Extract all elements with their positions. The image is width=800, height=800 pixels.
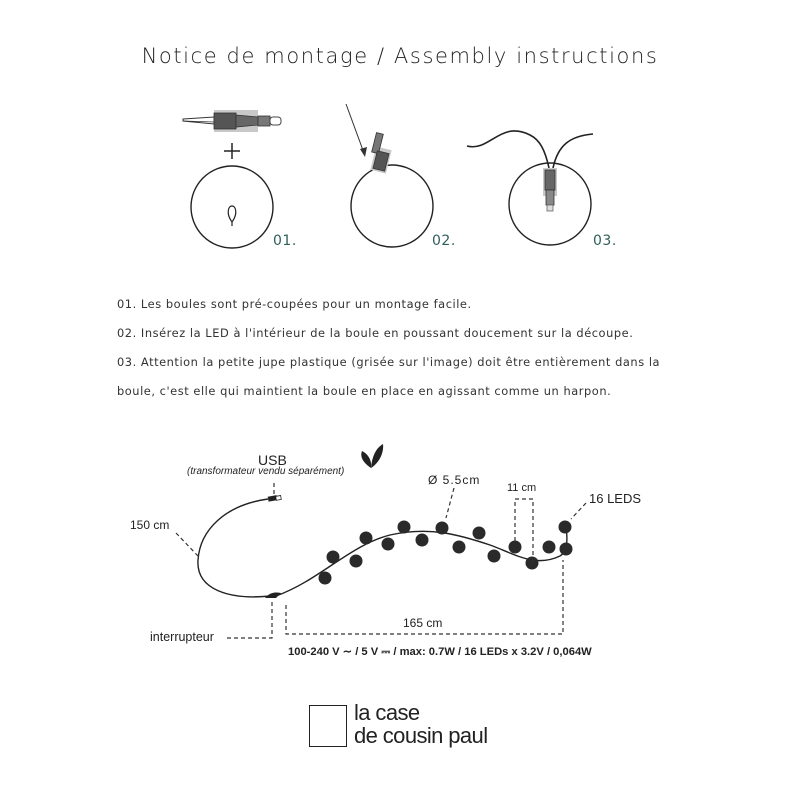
insert-led-icon [346, 104, 433, 247]
step-label-01: 01. [273, 233, 297, 249]
brand-line-2: de cousin paul [354, 723, 488, 748]
led-spacing-label: 11 cm [507, 482, 537, 494]
brand-name [354, 701, 487, 747]
usb-note: (transformateur vendu séparément) [187, 466, 345, 477]
ball-diameter-label: Ø 5.5cm [428, 473, 481, 487]
step-label-03: 03. [593, 233, 617, 249]
instruction-03-continued: boule, c'est elle qui maintient la boule en place en agissant comme un harpon. [117, 384, 612, 398]
usb-label: USB [258, 452, 287, 468]
instruction-01: 01. Les boules sont pré-coupées pour un montage facile. [117, 297, 472, 311]
usb-plug-icon [268, 495, 282, 501]
step-label-02: 02. [432, 233, 456, 249]
led-string-diagram [176, 483, 586, 638]
switch-label: interrupteur [150, 630, 214, 644]
string-length-label: 165 cm [403, 616, 443, 630]
plus-icon [224, 143, 240, 159]
led-count-label: 16 LEDS [589, 491, 642, 506]
led-inside-ball-icon [467, 131, 593, 245]
brand-logo [305, 700, 525, 755]
instruction-02: 02. Insérez la LED à l'intérieur de la boule en poussant doucement sur la découpe. [117, 326, 634, 340]
page-title: Notice de montage / Assembly instructions [141, 44, 659, 68]
instructions-list [117, 290, 697, 406]
brand-line-1: la case [354, 700, 420, 725]
led-plug-icon [183, 110, 281, 132]
leaf-icon [361, 444, 383, 468]
instruction-03: 03. Attention la petite jupe plastique (grisée sur l'image) doit être entièrement dans la [117, 355, 661, 369]
electrical-specs: 100-240 V ∼ / 5 V ⎓ / max: 0.7W / 16 LEDs x 3.2V / 0,064W [288, 646, 592, 658]
ball-with-precut-icon [191, 166, 273, 248]
cable-length-label: 150 cm [130, 518, 170, 532]
logo-box-icon [309, 705, 347, 747]
led-balls [319, 521, 573, 585]
